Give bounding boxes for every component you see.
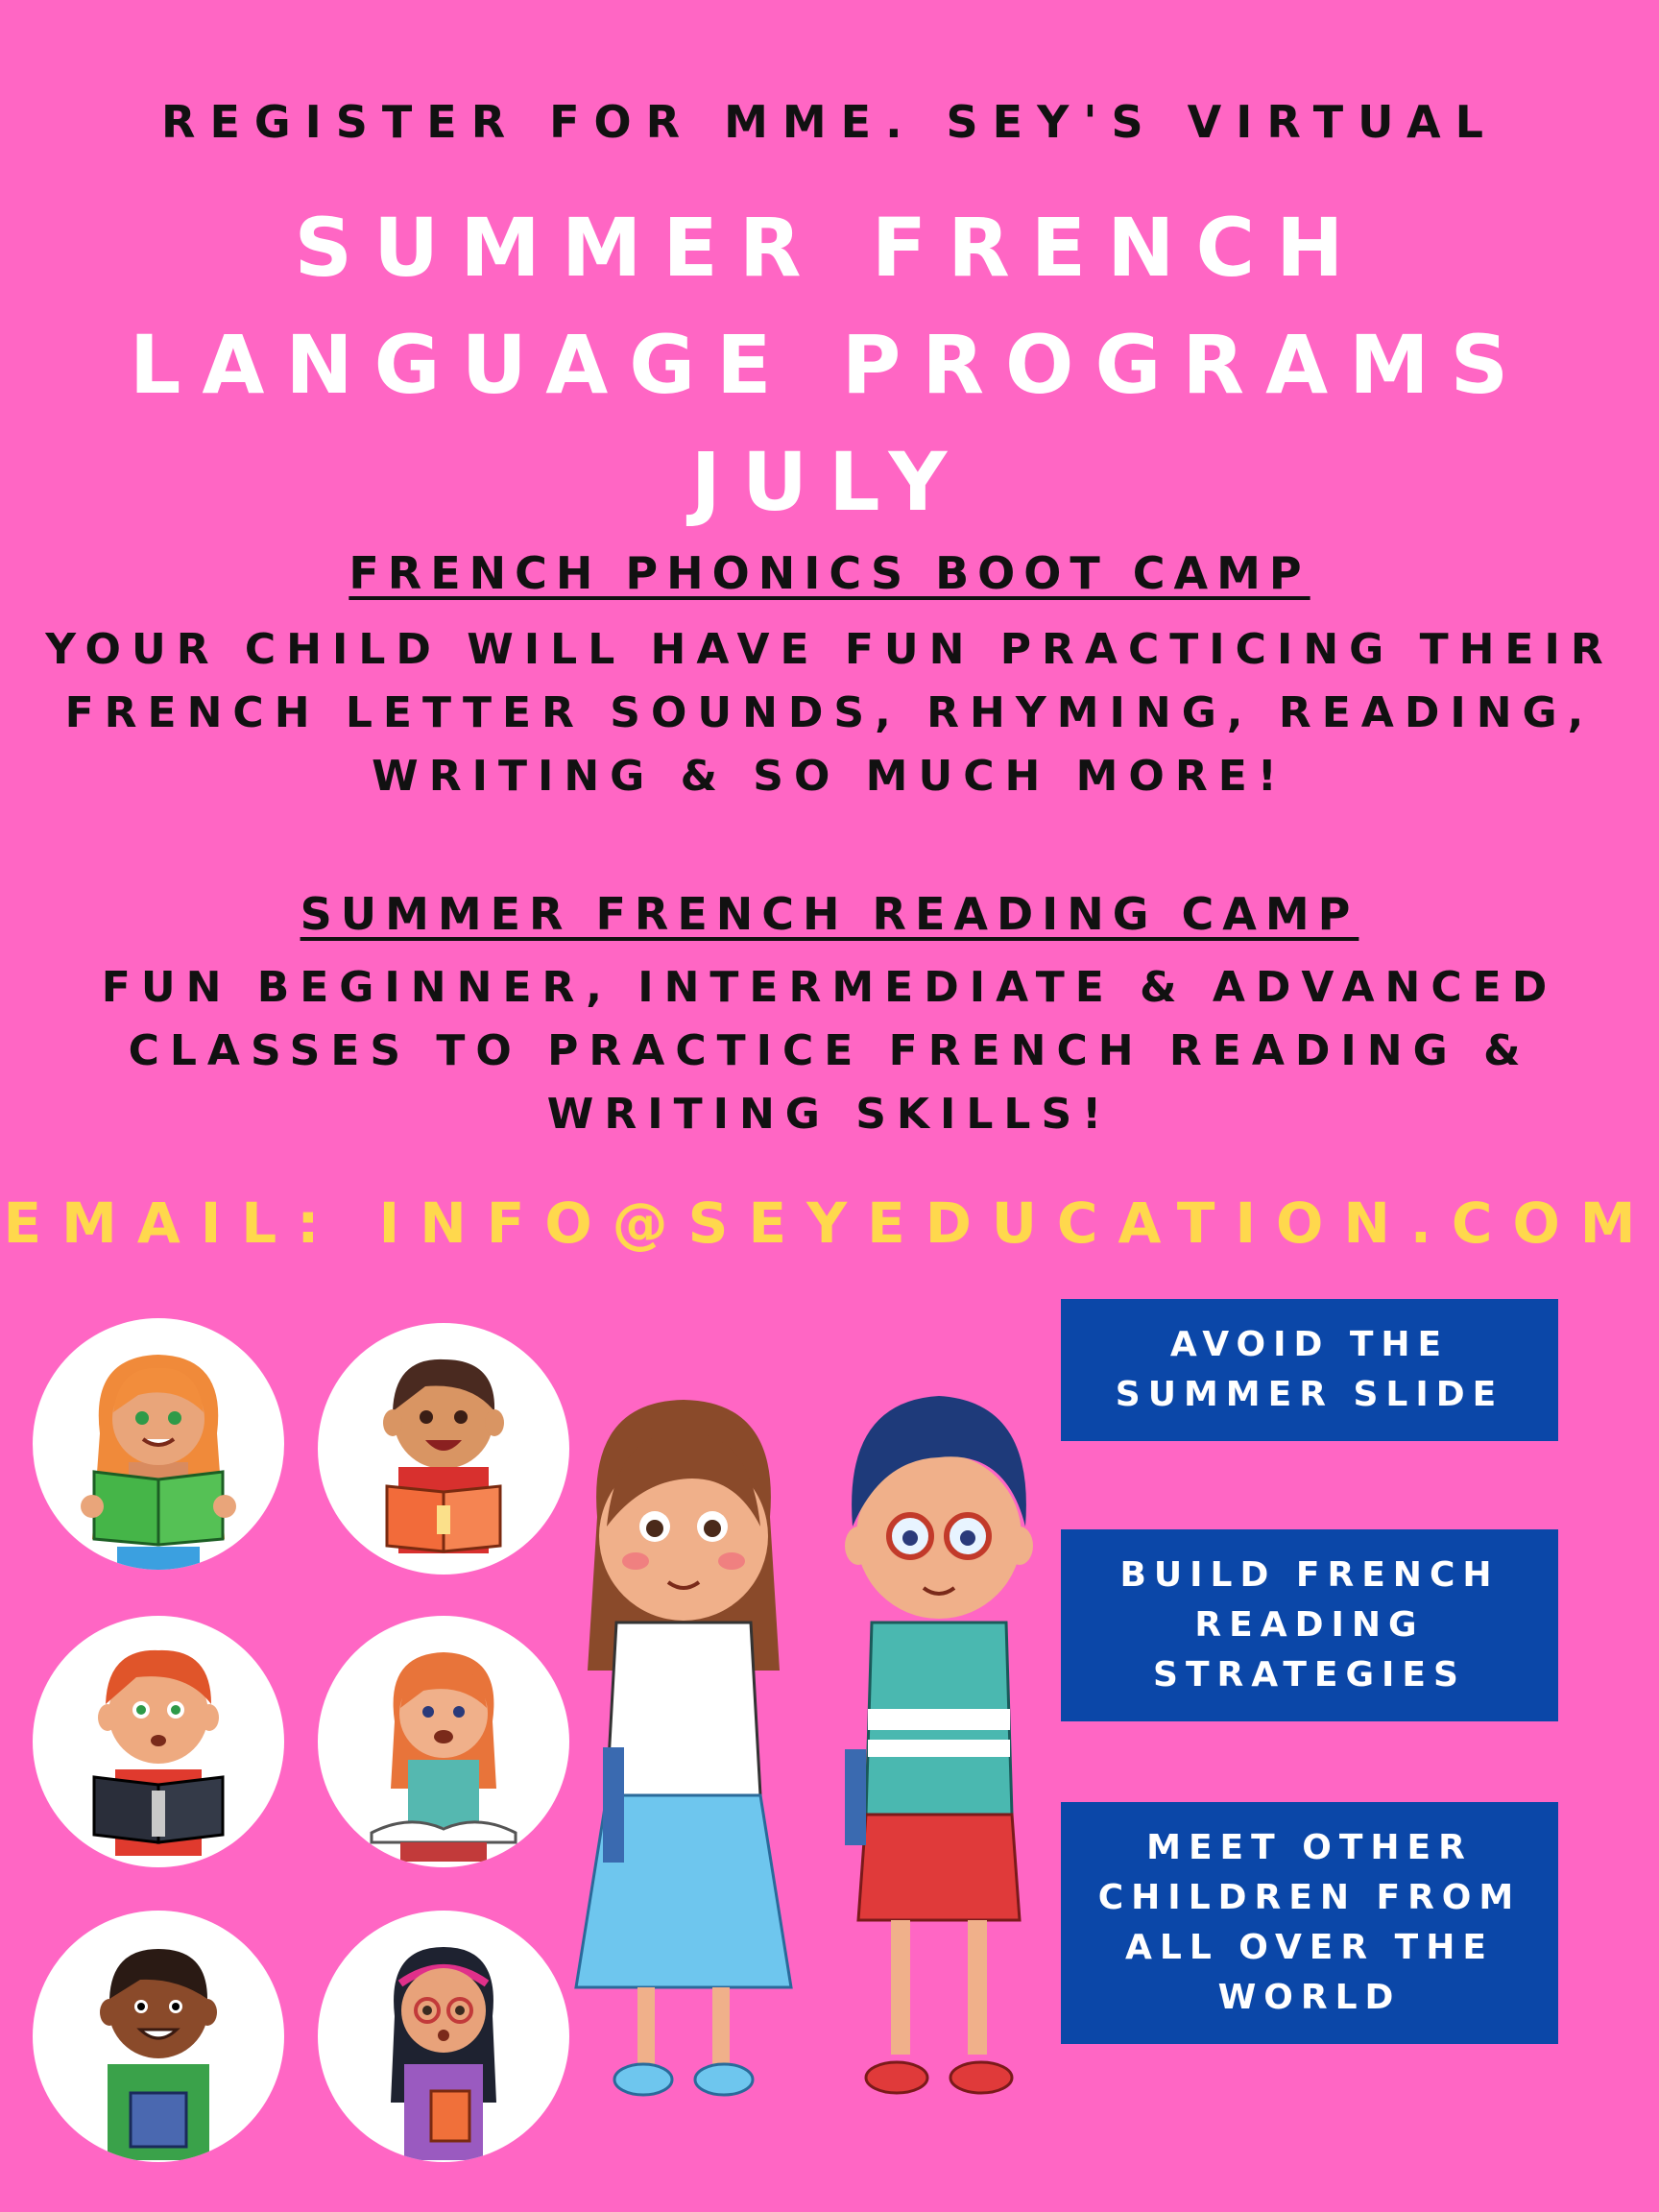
program-description-phonics: [0, 618, 1659, 808]
description-line: WRITING & SO MUCH MORE!: [372, 752, 1287, 801]
benefit-meet-other-children: [1061, 1802, 1558, 2044]
description-line: YOUR CHILD WILL HAVE FUN PRACTICING THEIR: [45, 625, 1614, 674]
benefit-line: AVOID THE: [1169, 1325, 1450, 1364]
description-line: WRITING SKILLS!: [546, 1090, 1113, 1139]
title-line-2: LANGUAGE PROGRAMS: [129, 318, 1530, 412]
program-description-reading: [0, 956, 1659, 1146]
boy-reading-red-book-icon: [318, 1323, 569, 1575]
description-line: FUN BEGINNER, INTERMEDIATE & ADVANCED: [101, 963, 1558, 1012]
email-contact[interactable]: EMAIL: INFO@SEYEDUCATION.COM: [3, 1190, 1656, 1256]
benefit-line: ALL OVER THE: [1125, 1928, 1494, 1967]
girl-reading-open-book-icon: [318, 1616, 569, 1867]
benefit-line: BUILD FRENCH: [1119, 1555, 1500, 1595]
boy-holding-book-icon: [33, 1911, 284, 2162]
benefit-line: STRATEGIES: [1153, 1655, 1466, 1695]
benefit-build-reading-strategies: [1061, 1529, 1558, 1721]
benefit-line: WORLD: [1217, 1978, 1402, 2017]
benefit-line: MEET OTHER: [1146, 1828, 1473, 1867]
girl-with-glasses-holding-book-icon: [318, 1911, 569, 2162]
girl-with-backpack-icon: [568, 1392, 799, 2112]
benefit-avoid-summer-slide: [1061, 1299, 1558, 1441]
program-heading-phonics: FRENCH PHONICS BOOT CAMP: [349, 547, 1310, 599]
benefit-line: CHILDREN FROM: [1097, 1878, 1522, 1917]
title-line-1: SUMMER FRENCH: [294, 201, 1365, 295]
benefit-line: SUMMER SLIDE: [1115, 1375, 1504, 1414]
girl-reading-green-book-icon: [33, 1318, 284, 1570]
description-line: CLASSES TO PRACTICE FRENCH READING &: [128, 1026, 1531, 1075]
intro-text: REGISTER FOR MME. SEY'S VIRTUAL: [161, 96, 1498, 148]
benefit-line: READING: [1194, 1605, 1425, 1645]
boy-with-backpack-icon: [824, 1382, 1054, 2112]
description-line: FRENCH LETTER SOUNDS, RHYMING, READING,: [64, 688, 1595, 737]
program-heading-reading: SUMMER FRENCH READING CAMP: [300, 888, 1359, 940]
title-line-3: JULY: [690, 435, 969, 529]
boy-reading-black-book-icon: [33, 1616, 284, 1867]
